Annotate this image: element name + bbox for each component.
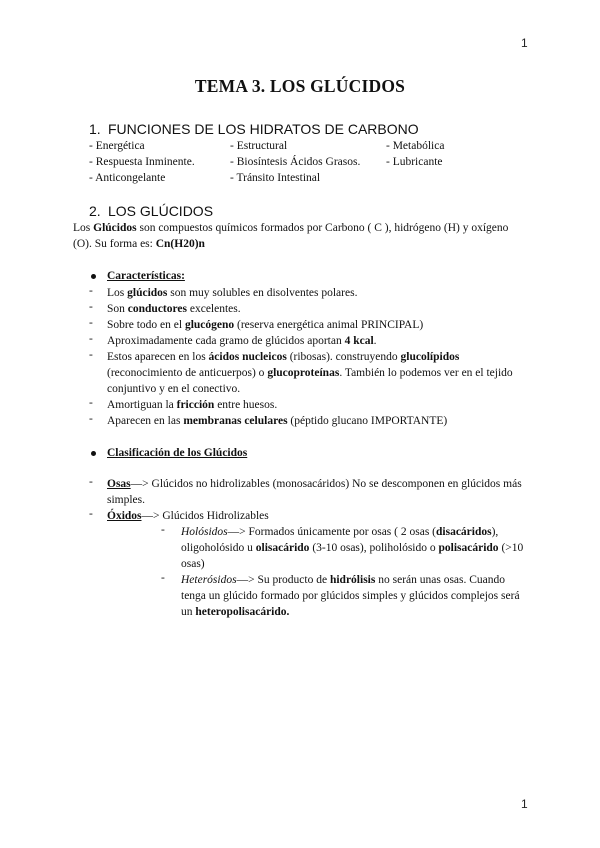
function-item: - Tránsito Intestinal	[230, 172, 321, 184]
bullet-icon	[91, 274, 96, 279]
function-item: - Energética	[89, 140, 145, 152]
section-2-title: LOS GLÚCIDOS	[108, 203, 214, 219]
function-item: - Respuesta Inminente.	[89, 156, 195, 168]
glucidos-intro: Los Glúcidos son compuestos químicos formados por Carbono ( C ), hidrógeno (H) y oxígeno (O). Su forma es: Cn(H20)n	[73, 222, 509, 250]
section-1-heading	[89, 121, 419, 137]
list-item: Aproximadamente cada gramo de glúcidos aportan 4 kcal.	[107, 335, 377, 347]
dash-marker: -	[89, 508, 93, 520]
list-item: Sobre todo en el glucógeno (reserva energética animal PRINCIPAL)	[107, 319, 424, 331]
page-title: TEMA 3. LOS GLÚCIDOS	[194, 76, 406, 96]
clasificacion-heading: Clasificación de los Glúcidos	[107, 447, 248, 459]
list-item: Estos aparecen en los ácidos nucleicos (ribosas). construyendo glucolípidos (reconocimiento de anticuerpos) o glucoproteínas. También lo podemos ver en el tejido conjuntivo y en el conectivo.	[107, 351, 513, 395]
function-item: - Lubricante	[386, 156, 443, 168]
list-item: Son conductores excelentes.	[107, 303, 241, 315]
list-item-heterosidos: Heterósidos—> Su producto de hidrólisis no serán unas osas. Cuando tenga un glúcido formado por glúcidos simples y glúcidos complejos será un heteropolisacárido.	[181, 574, 520, 618]
dash-marker: -	[89, 285, 93, 297]
function-item: - Metabólica	[386, 140, 445, 152]
dash-marker: -	[89, 397, 93, 409]
list-item: Aparecen en las membranas celulares (péptido glucano IMPORTANTE)	[107, 415, 448, 427]
list-item-holosidos: Holósidos—> Formados únicamente por osas ( 2 osas (disacáridos), oligoholósido u olisacárido (3-10 osas), poliholósido o polisacárido (>10 osas)	[181, 526, 524, 570]
function-item: - Anticongelante	[89, 172, 166, 184]
list-item-osas: Osas—> Glúcidos no hidrolizables (monosacáridos) No se descomponen en glúcidos más simples.	[107, 478, 522, 506]
dash-marker: -	[89, 301, 93, 313]
function-item: - Estructural	[230, 140, 288, 152]
dash-marker: -	[89, 413, 93, 425]
list-item: Los glúcidos son muy solubles en disolventes polares.	[107, 287, 358, 299]
dash-marker: -	[161, 572, 165, 584]
bullet-icon	[91, 451, 96, 456]
page-number-top: 1	[521, 36, 528, 50]
list-item-oxidos: Óxidos—> Glúcidos Hidrolizables	[107, 510, 269, 522]
dash-marker: -	[89, 349, 93, 361]
section-2-number: 2.	[89, 203, 101, 219]
dash-marker: -	[89, 317, 93, 329]
function-item: - Biosíntesis Ácidos Grasos.	[230, 156, 361, 168]
section-1-number: 1.	[89, 121, 101, 137]
dash-marker: -	[89, 476, 93, 488]
page-number-bottom: 1	[521, 797, 528, 811]
dash-marker: -	[161, 524, 165, 536]
section-1-title: FUNCIONES DE LOS HIDRATOS DE CARBONO	[108, 121, 419, 137]
caracteristicas-heading: Características:	[107, 270, 185, 282]
list-item: Amortiguan la fricción entre huesos.	[107, 399, 278, 411]
dash-marker: -	[89, 333, 93, 345]
section-2-heading	[89, 203, 213, 219]
